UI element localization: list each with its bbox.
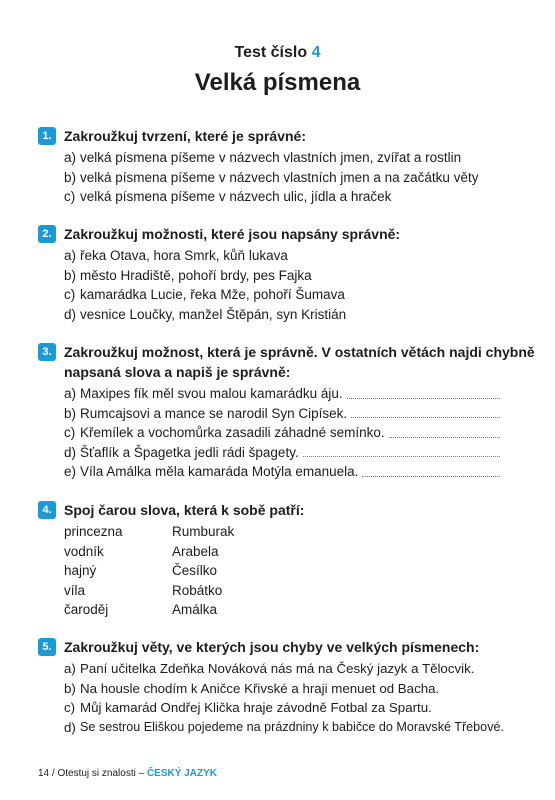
option-text: Rumcajsovi a mance se narodil Syn Cipísek. (80, 405, 348, 421)
option-letter: c) (64, 189, 76, 205)
task-question-text: Zakroužkuj věty, ve kterých jsou chyby ve velkých písmenech: (64, 639, 480, 655)
option-item[interactable] (64, 266, 508, 286)
answer-line[interactable] (362, 475, 500, 477)
task-question (38, 224, 508, 244)
footer-page-info: 14 / Otestuj si znalosti – (38, 768, 145, 779)
option-letter: b) (64, 405, 77, 421)
test-heading (0, 44, 555, 62)
option-letter: b) (64, 680, 76, 696)
task-question-line: napsaná slova a napiš je správně: (64, 364, 291, 380)
task-question (38, 342, 535, 382)
task-question-text: Spoj čarou slova, která k sobě patří: (64, 502, 305, 518)
option-text: velká písmena píšeme v názvech vlastních jmen, zvířat a rostlin (80, 150, 462, 165)
option-letter: b) (64, 267, 77, 283)
option-text: vesnice Loučky, manžel Štěpán, syn Kristián (80, 306, 347, 322)
option-text: Křemílek a vochomůrka zasadili záhadné semínko. (80, 425, 385, 441)
footer-subject: ČESKÝ JAZYK (146, 768, 217, 779)
answer-line[interactable] (303, 455, 500, 457)
option-list (38, 384, 500, 482)
option-item[interactable] (64, 659, 518, 679)
answer-line[interactable] (389, 436, 500, 438)
match-right[interactable]: Robátko (172, 582, 223, 598)
match-left[interactable]: vodník (64, 543, 104, 559)
option-list (38, 148, 508, 207)
option-text: město Hradiště, pohoří brdy, pes Fajka (80, 267, 312, 283)
option-item (64, 443, 500, 463)
option-letter: a) (64, 386, 77, 401)
match-left[interactable]: hajný (64, 563, 97, 579)
match-right[interactable]: Rumburak (172, 524, 235, 539)
option-text: velká písmena píšeme v názvech ulic, jídla a hraček (80, 189, 392, 205)
task-1 (38, 126, 508, 207)
option-item (64, 423, 500, 443)
option-letter: a) (64, 248, 77, 263)
task-5 (38, 637, 518, 737)
task-3 (38, 342, 535, 482)
match-right[interactable]: Česílko (172, 563, 218, 579)
task-question-text: Zakroužkuj tvrzení, které je správné: (64, 128, 306, 144)
option-item (64, 404, 500, 424)
option-text: velká písmena píšeme v názvech vlastních jmen a na začátku věty (80, 169, 479, 185)
task-question (38, 500, 508, 520)
option-list (38, 246, 508, 324)
page-footer (38, 768, 217, 779)
option-text: řeka Otava, hora Smrk, kůň lukava (80, 248, 288, 263)
task-4 (38, 500, 508, 620)
option-letter: b) (64, 169, 77, 185)
test-label: Test číslo (234, 44, 308, 61)
option-item[interactable] (64, 285, 508, 305)
match-right[interactable]: Amálka (172, 602, 218, 618)
option-letter: c) (64, 287, 76, 303)
answer-line[interactable] (347, 397, 500, 399)
option-item[interactable] (64, 187, 508, 207)
option-letter: a) (64, 661, 76, 676)
option-item[interactable] (64, 246, 508, 266)
option-letter: d) (64, 306, 77, 322)
matching-list (38, 522, 508, 620)
task-question (38, 637, 518, 657)
task-number-badge: 1. (38, 127, 56, 145)
option-letter: c) (64, 700, 76, 716)
option-item[interactable] (64, 698, 518, 718)
task-question (38, 126, 508, 146)
matching-row (64, 600, 508, 620)
option-text: Šťaflík a Špagetka jedli rádi špagety. (80, 444, 299, 460)
matching-row (64, 522, 508, 542)
task-number-badge: 5. (38, 638, 56, 656)
match-left[interactable]: čaroděj (64, 602, 109, 618)
task-question-text: Zakroužkuj možnosti, které jsou napsány správně: (64, 226, 401, 242)
option-list (38, 659, 518, 737)
option-text: Maxipes fík měl svou malou kamarádku áju. (80, 386, 343, 401)
match-right[interactable]: Arabela (172, 543, 219, 559)
task-2 (38, 224, 508, 324)
matching-row (64, 581, 508, 601)
answer-line[interactable] (351, 416, 500, 418)
page-title: Velká písmena (194, 69, 361, 96)
option-item[interactable] (64, 148, 508, 168)
task-number-badge: 3. (38, 343, 56, 361)
matching-row (64, 542, 508, 562)
task-number-badge: 2. (38, 225, 56, 243)
option-item[interactable] (64, 718, 518, 738)
option-text: Paní učitelka Zdeňka Nováková nás má na Český jazyk a Tělocvik. (80, 661, 475, 676)
task-number-badge: 4. (38, 501, 56, 519)
match-left[interactable]: princezna (64, 524, 123, 539)
option-item (64, 384, 500, 404)
option-text: kamarádka Lucie, řeka Mže, pohoří Šumava (80, 287, 345, 303)
test-number: 4 (311, 44, 321, 61)
option-letter: d) (64, 719, 76, 735)
option-letter: c) (64, 425, 76, 441)
option-item[interactable] (64, 679, 518, 699)
option-item (64, 462, 500, 482)
option-text: Můj kamarád Ondřej Klička hraje závodně Fotbal za Spartu. (80, 700, 432, 716)
match-left[interactable]: víla (64, 582, 86, 598)
option-text: Víla Amálka měla kamaráda Motýla emanuela. (80, 464, 359, 480)
option-text: Na housle chodím k Aničce Křivské a hraji menuet od Bacha. (80, 680, 440, 696)
option-text: Se sestrou Eliškou pojedeme na prázdniny k babičce do Moravské Třebové. (80, 719, 504, 734)
matching-row (64, 561, 508, 581)
option-item[interactable] (64, 168, 508, 188)
option-item[interactable] (64, 305, 508, 325)
option-letter: d) (64, 444, 77, 460)
task-question-line: Zakroužkuj možnost, která je správně. V ostatních větách najdi chybně (64, 344, 535, 360)
option-letter: e) (64, 464, 77, 480)
option-letter: a) (64, 150, 77, 165)
